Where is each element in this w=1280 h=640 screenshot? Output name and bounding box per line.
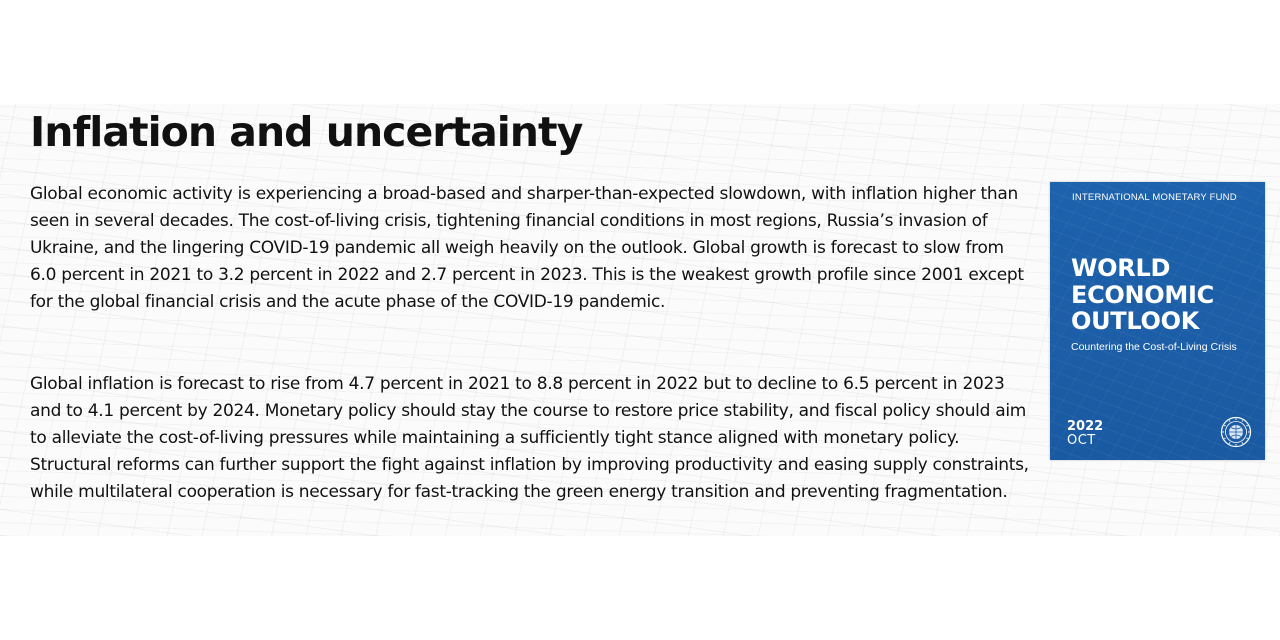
report-cover-image (1050, 182, 1265, 460)
cover-month: OCT (1067, 433, 1096, 448)
cover-year: 2022 (1067, 419, 1104, 434)
cover-subtitle: Countering the Cost-of-Living Crisis (1071, 341, 1237, 353)
cover-organization: INTERNATIONAL MONETARY FUND (1072, 192, 1237, 203)
cover-title-line: ECONOMIC (1071, 280, 1214, 309)
page-title: Inflation and uncertainty (30, 108, 583, 156)
paragraph-inflation-outlook: Global inflation is forecast to rise from 4.7 percent in 2021 to 8.8 percent in 2022 but to decline to 6.5 percent in 2023 and to 4.1 percent by 2024. Monetary policy should stay the course to restore price stability, and fiscal policy should aim to alleviate the cost-of-living pressures while maintaining a sufficiently tight stance aligned with monetary policy. Structural reforms can further support the fight against inflation by improving productivity and easing supply constraints, while multilateral cooperation is necessary for fast-tracking the green energy transition and preventing fragmentation. (30, 374, 1029, 503)
cover-title-line: WORLD (1071, 254, 1171, 282)
cover-title-line: OUTLOOK (1071, 307, 1200, 335)
paragraph-growth-outlook: Global economic activity is experiencing a broad-based and sharper-than-expected slowdown, with inflation higher than seen in several decades. The cost-of-living crisis, tightening financial conditions in most regions, Russia’s invasion of Ukraine, and the lingering COVID-19 pandemic all weigh heavily on the outlook. Global growth is forecast to slow from 6.0 percent in 2021 to 3.2 percent in 2022 and 2.7 percent in 2023. This is the weakest growth profile since 2001 except for the global financial crisis and the acute phase of the COVID-19 pandemic. (30, 184, 1024, 313)
cover-title (1071, 255, 1214, 335)
imf-seal-icon (1220, 416, 1252, 448)
